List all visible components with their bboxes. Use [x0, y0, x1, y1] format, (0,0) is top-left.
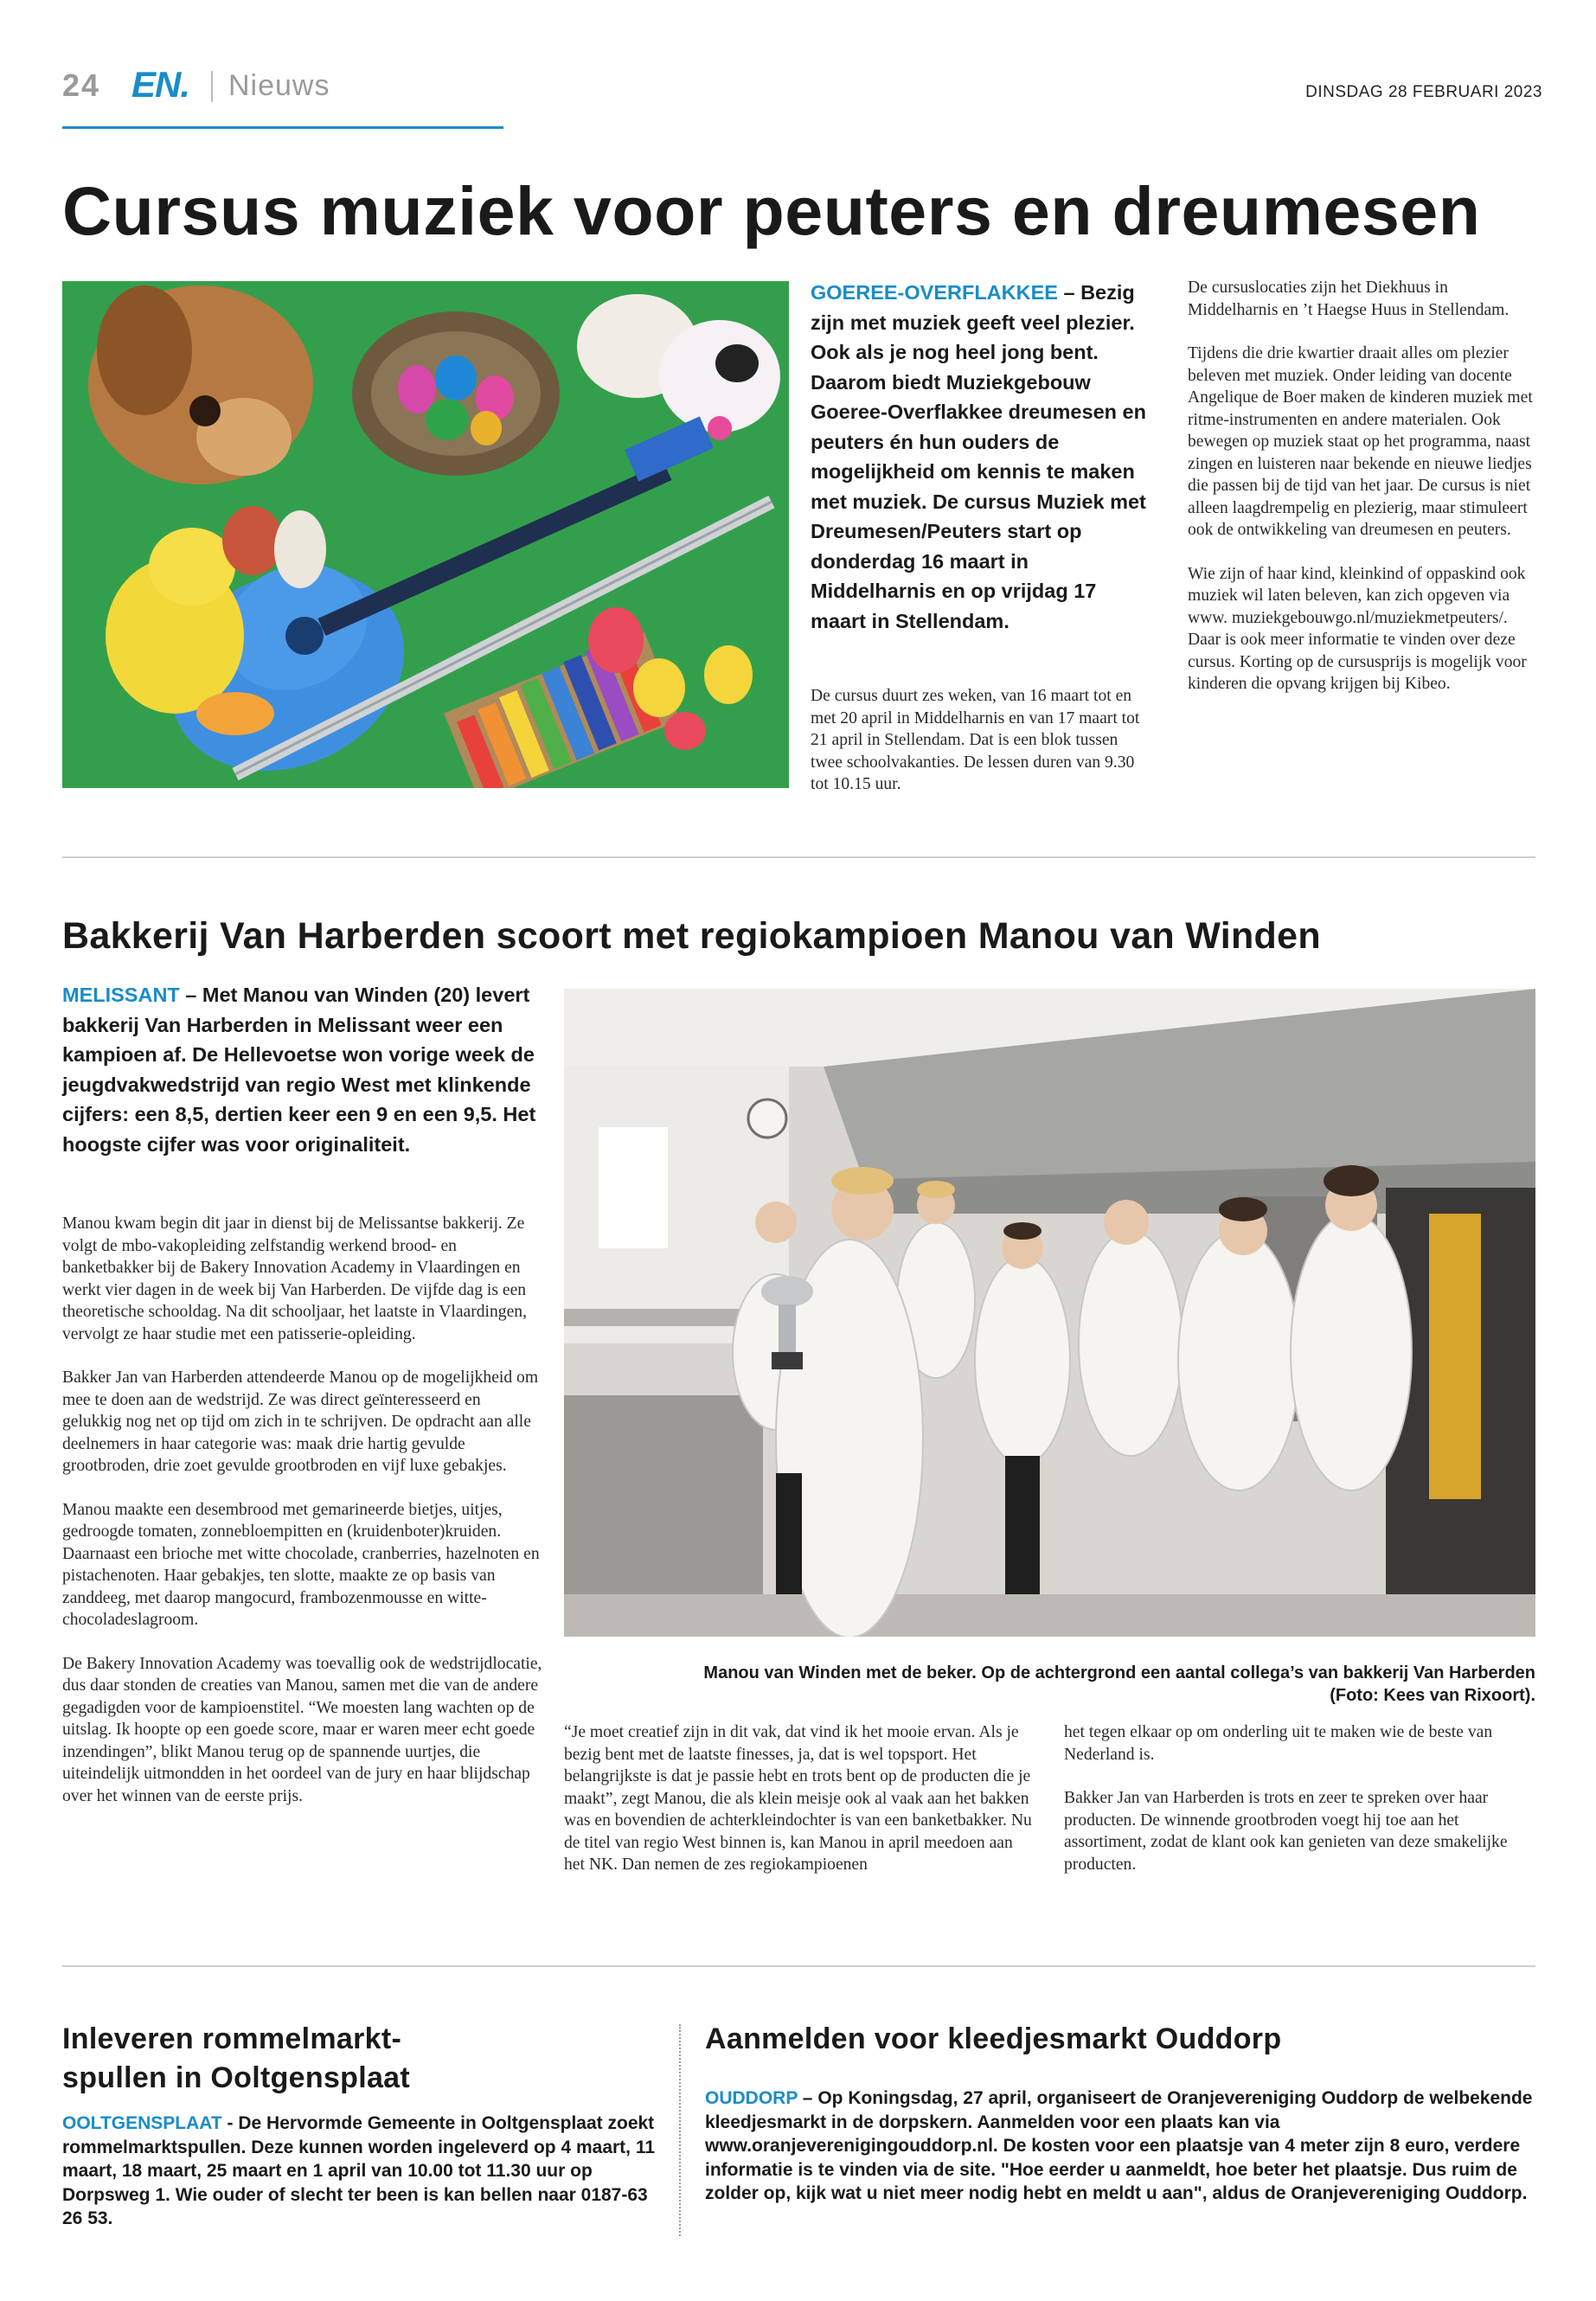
page-number: 24: [62, 67, 101, 103]
article-2-paragraph: Manou kwam begin dit jaar in dienst bij de Melissantse bakkerij. Ze volgt de mbo-vakopleiding zelfstandig werkend brood- en banketbakker bij de Bakery Innovation Academy in Vlaardingen en werkt vier dagen in de week bij Van Harberden. De vijfde dag is een theoretische schooldag. Na dit schooljaar, het laatste in Vlaardingen, vervolgt ze haar studie met een patisserie-opleiding.: [62, 1215, 527, 1343]
article-1-lead: [811, 278, 1157, 636]
headline-line: spullen in Ooltgensplaat: [62, 2061, 411, 2094]
article-2-paragraph: Manou maakte een desembrood met gemarineerde bietjes, uitjes, gedroogde tomaten, zonnebloempitten en (kruidenboter)kruiden. Daarnaast een brioche met witte chocolade, cranberries, hazelnoten en pistachenoten. Haar gebakjes, ten slotte, maakte ze op basis van zanddeeg, met daarop mangocurd, frambozenmousse en witte-chocoladeslagroom.: [62, 1500, 540, 1629]
article-4-body-text: – Op Koningsdag, 27 april, organiseert de Oranjevereniging Ouddorp de welbekende kleedjesmarkt in de dorpskern. Aanmelden voor een plaats kan via www.oranjeverenigingouddorp.nl. De kosten voor een plaatsje van 4 meter zijn 8 euro, verdere informatie is te vinden via de site. "Hoe eerder u aanmeldt, hoe beter het plaatsje. Dus ruim de zolder op, kijk wat u niet meer nodig hebt en meldt u aan", aldus de Oranjevereniging Ouddorp.: [705, 2088, 1533, 2203]
photo-credit: (Foto: Kees van Rixoort).: [1330, 1686, 1535, 1705]
article-1-lead-text: – Bezig zijn met muziek geeft veel plezier. Ook als je nog heel jong bent. Daarom biedt Muziekgebouw Goeree-Overflakkee dreumesen en peuters én hun ouders de mogelijkheid om kennis te maken met muziek. De cursus Muziek met Dreumesen/Peuters start op donderdag 16 maart in Middelharnis en op vrijdag 17 maart in Stellendam.: [811, 281, 1146, 632]
article-1-dateline: GOEREE-OVERFLAKKEE: [811, 281, 1058, 304]
article-2-paragraph: Bakker Jan van Harberden attendeerde Manou op de mogelijkheid om mee te doen aan de wedstrijd. Ze was direct geïnteresseerd en gelukkig nog net op tijd om zich in te schrijven. De opdracht aan alle deelnemers in haar categorie was: maak drie hartig gevulde grootbroden, drie zoet gevulde grootbroden en vijf luxe gebakjes.: [62, 1368, 539, 1475]
header-separator: [211, 71, 213, 102]
music-toys-illustration: [62, 281, 789, 788]
photo-caption: [564, 1662, 1535, 1707]
caption-line: Manou van Winden met de beker. Op de achtergrond een aantal collega’s van bakkerij Van Harberden: [703, 1663, 1535, 1682]
article-3-headline: [62, 2020, 668, 2098]
article-4-dateline: OUDDORP: [705, 2088, 798, 2108]
article-2-lead: [62, 980, 542, 1159]
column-divider: [679, 2024, 681, 2236]
header-rule: [62, 126, 503, 129]
article-1-paragraph: Wie zijn of haar kind, kleinkind of oppaskind ook muziek wil laten beleven, kan zich opgeven via www. muziekgebouwgo.nl/muziekmetpeuters/. Daar is ook meer informatie te vinden over deze cursus. Korting op de cursusprijs is mogelijk voor kinderen die opvang krijgen bij Kibeo.: [1188, 564, 1527, 693]
article-1-body-col3: [1188, 277, 1535, 717]
divider: [62, 856, 1535, 858]
article-2-dateline: MELISSANT: [62, 984, 180, 1006]
article-2-lead-text: – Met Manou van Winden (20) levert bakkerij Van Harberden in Melissant weer een kampioen af. De Hellevoetse won vorige week de jeugdvakwedstrijd van regio West met klinkende cijfers: een 8,5, dertien keer een 9 en een 9,5. Het hoogste cijfer was voor originaliteit.: [62, 984, 536, 1156]
article-4-headline: Aanmelden voor kleedjesmarkt Ouddorp: [705, 2022, 1282, 2055]
article-2-body-col1: [62, 1213, 542, 1829]
article-3-body-text: - De Hervormde Gemeente in Ooltgensplaat zoekt rommelmarktspullen. Deze kunnen worden ingeleverd op 4 maart, 11 maart, 18 maart, 25 maart en 1 april van 10.00 tot 11.30 uur op Dorpsweg 1. Wie ouder of slecht ter been is kan bellen naar 0187-63 26 53.: [62, 2113, 656, 2228]
divider: [62, 1965, 1535, 1967]
article-2-body-col2: “Je moet creatief zijn in dit vak, dat vind ik het mooie ervan. Als je bezig bent met de laatste finesses, ja, dat is wel topsport. Het belangrijkste is dat je passie hebt en trots bent op de producten die je maakt”, zegt Manou, die als klein meisje ook al vaak aan het bakken was en bovendien de achterkleindochter is van een banketbakker. Nu de titel van regio West binnen is, kan Manou in april meedoen aan het NK. Dan nemen de zes regiokampioenen: [564, 1723, 1032, 1874]
issue-date: DINSDAG 28 FEBRUARI 2023: [1305, 83, 1542, 101]
article-2-headline: Bakkerij Van Harberden scoort met regiokampioen Manou van Winden: [62, 915, 1321, 957]
article-1-paragraph: Tijdens die drie kwartier draait alles om plezier beleven met muziek. Onder leiding van docente Angelique de Boer maken de kinderen muziek met ritme-instrumenten en andere materialen. Ook bewegen op muziek staat op het programma, naast zingen en luisteren naar bekende en nieuwe liedjes die passen bij de tijd van het jaar. De cursus is niet alleen laagdrempelig en plezierig, maar stimuleert ook de ontwikkeling van dreumesen en peuters.: [1188, 344, 1533, 539]
bakery-team-photo: [564, 989, 1535, 1637]
article-2-body-col3: [1064, 1721, 1535, 1897]
article-1-headline: Cursus muziek voor peuters en dreumesen: [62, 172, 1481, 249]
headline-line: Inleveren rommelmarkt-: [62, 2022, 402, 2055]
article-4-body: [705, 2086, 1535, 2206]
article-2-paragraph: De Bakery Innovation Academy was toevallig ook de wedstrijdlocatie, dus daar stonden de creaties van Manou, samen met die van de andere gegadigden voor de kampioenstitel. “We moesten lang wachten op de uitslag. Ik hoopte op een goede score, maar er waren meer echt goede inzendingen”, blikt Manou terug op de spannende uurtjes, die uiteindelijk uitmondden in het oordeel van de jury en haar blijdschap over het winnen van de eerste prijs.: [62, 1654, 542, 1805]
section-label[interactable]: Nieuws: [228, 69, 330, 102]
article-3-body: [62, 2112, 668, 2231]
publication-logo[interactable]: EN.: [131, 64, 190, 105]
article-3-dateline: OOLTGENSPLAAT: [62, 2113, 222, 2133]
music-toys-photo: [62, 281, 789, 788]
article-1-body-col2: De cursus duurt zes weken, van 16 maart tot en met 20 april in Middelharnis en van 17 maart tot 21 april in Stellendam. Dat is een blok tussen twee schoolvakanties. De lessen duren van 9.30 tot 10.15 uur.: [811, 687, 1140, 793]
article-2-paragraph: Bakker Jan van Harberden is trots en zeer te spreken over haar producten. De winnende grootbroden voegt hij toe aan het assortiment, zodat de klant ook kan genieten van deze smakelijke producten.: [1064, 1789, 1508, 1874]
bakery-team-illustration: [564, 989, 1535, 1637]
article-1-paragraph: De cursuslocaties zijn het Diekhuus in Middelharnis en ’t Haegse Huus in Stellendam.: [1188, 279, 1509, 319]
article-2-paragraph: het tegen elkaar op om onderling uit te maken wie de beste van Nederland is.: [1064, 1723, 1493, 1764]
